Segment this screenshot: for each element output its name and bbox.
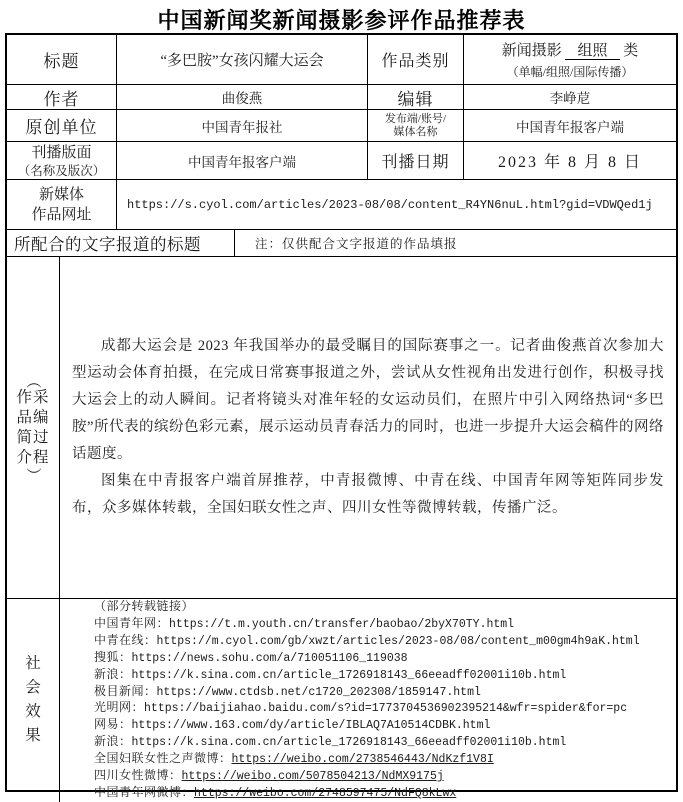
editor-value-cell xyxy=(464,85,676,109)
page-title: 中国新闻奖新闻摄影参评作品推荐表 xyxy=(157,8,526,33)
form-table xyxy=(5,33,678,800)
date-label: 刊播日期 xyxy=(381,154,450,171)
list-item xyxy=(94,599,676,616)
row-original-unit xyxy=(7,110,676,142)
unit-value-cell xyxy=(117,110,368,141)
intro-label-pair: 作采 xyxy=(16,388,50,406)
list-item xyxy=(94,734,676,751)
effect-label-char: 果 xyxy=(25,727,41,745)
effect-label-char: 会 xyxy=(25,679,41,697)
page-value-cell xyxy=(117,142,368,179)
author-value-cell xyxy=(117,85,368,109)
platform-label-line1: 发布端/账号/ xyxy=(384,112,447,125)
repost-link[interactable]: https://www.ctdsb.net/c1720_202308/1859147.html xyxy=(156,685,481,699)
category-label-cell xyxy=(368,35,464,84)
page-label-line1: 刊播版面 xyxy=(31,145,92,161)
date-value-cell xyxy=(464,142,676,179)
category-value-cell xyxy=(464,35,676,84)
repost-link[interactable]: https://t.m.youth.cn/transfer/baobao/2byX70TY.html xyxy=(169,617,515,631)
category-label: 作品类别 xyxy=(381,53,450,70)
category-options: （单幅/组照/国际传播） xyxy=(506,65,634,79)
repost-site-name: 光明网： xyxy=(94,700,145,715)
intro-vertical-label xyxy=(16,374,49,482)
repost-link[interactable]: https://baijiahao.baidu.com/s?id=1773704536902395214&wfr=spider&for=pc xyxy=(144,702,628,716)
unit-label: 原创单位 xyxy=(25,118,98,137)
publication-date: 2023 年 8 月 8 日 xyxy=(497,154,642,171)
category-selected: 组照 xyxy=(565,43,619,60)
row-text-report-title xyxy=(7,230,676,257)
title-label: 标题 xyxy=(43,52,80,71)
title-label-cell xyxy=(7,35,117,84)
repost-link[interactable]: https://www.163.com/dy/article/IBLAQ7A10514CDBK.html xyxy=(131,719,491,733)
title-value-cell xyxy=(117,35,368,84)
platform-label-line2: 媒体名称 xyxy=(393,125,438,138)
intro-text-cell xyxy=(60,257,676,598)
effect-vertical-label xyxy=(25,652,41,748)
category-suffix: 类 xyxy=(623,43,639,59)
report-title-label-cell xyxy=(7,230,235,256)
repost-site-name: 四川女性微博： xyxy=(94,768,182,783)
effect-label-cell xyxy=(7,599,60,802)
row-publication xyxy=(7,142,676,180)
platform-label-cell xyxy=(368,110,464,141)
list-item xyxy=(94,785,676,802)
report-title-label: 所配合的文字报道的标题 xyxy=(14,235,201,254)
report-title-note: 注：仅供配合文字报道的作品填报 xyxy=(255,237,458,251)
repost-link-list xyxy=(60,599,676,802)
list-item xyxy=(94,768,676,785)
effect-links-cell xyxy=(60,599,676,802)
url-value-cell xyxy=(117,180,676,229)
unit-label-cell xyxy=(7,110,117,141)
effect-label-char: 社 xyxy=(25,655,41,673)
list-item xyxy=(94,700,676,717)
repost-list-heading: （部分转载链接） xyxy=(94,599,195,613)
intro-paragraph-1: 成都大运会是 2023 年我国举办的最受瞩目的国际赛事之一。记者曲俊燕首次参加大型运动会体育拍摄，在完成日常赛事报道之外，尝试从女性视角出发进行创作，积极寻找大运会上的动人瞬间。记者将镜头对准年轻的女运动员们，在照片中引入网络热词“多巴胺”所代表的缤纷色彩元素，展示运动员青春活力的同时，也进一步提升大运会稿件的网络话题度。 xyxy=(72,338,664,462)
paren-open: （ xyxy=(24,372,41,389)
date-label-cell xyxy=(368,142,464,179)
intro-label-pair: 介程 xyxy=(16,448,50,466)
list-item xyxy=(94,667,676,684)
editor-label-cell xyxy=(368,85,464,109)
intro-label-cell xyxy=(7,257,60,598)
category-line xyxy=(502,39,639,60)
unit-name: 中国青年报社 xyxy=(201,119,283,135)
repost-site-name: 网易： xyxy=(94,717,132,732)
platform-name: 中国青年报客户端 xyxy=(516,119,624,135)
work-title: “多巴胺”女孩闪耀大运会 xyxy=(160,53,324,69)
intro-label-pair: 简过 xyxy=(16,428,50,446)
report-title-note-cell xyxy=(235,230,676,256)
row-title xyxy=(7,35,676,85)
url-label-line2: 作品网址 xyxy=(31,206,92,223)
url-label-line1: 新媒体 xyxy=(38,186,84,203)
paren-close: ） xyxy=(24,466,41,483)
author-name: 曲俊燕 xyxy=(221,91,263,106)
list-item xyxy=(94,633,676,650)
author-label-cell xyxy=(7,85,117,109)
repost-link[interactable]: https://weibo.com/2738546443/NdKzf1V8I xyxy=(231,753,494,767)
repost-link[interactable]: https://weibo.com/2748597475/NdFQ8kLwx xyxy=(194,786,457,800)
repost-link[interactable]: https://news.sohu.com/a/710051106_119038 xyxy=(131,651,408,665)
category-prefix: 新闻摄影 xyxy=(501,43,562,59)
repost-site-name: 中国青年网： xyxy=(94,615,170,630)
intro-paragraph-2: 图集在中青报客户端首屏推荐，中青报微博、中青在线、中国青年网等矩阵同步发布，众多媒体转载，全国妇联女性之声、四川女性等微博转载，传播广泛。 xyxy=(72,473,664,516)
publication-page: 中国青年报客户端 xyxy=(188,154,296,170)
repost-link[interactable]: https://m.cyol.com/gb/xwzt/articles/2023-08/08/content_m00gm4h9aK.html xyxy=(156,634,640,648)
list-item xyxy=(94,751,676,768)
editor-label: 编辑 xyxy=(397,89,434,109)
editor-name: 李峥苨 xyxy=(549,91,591,106)
row-social-effect xyxy=(7,599,676,802)
repost-site-name: 搜狐： xyxy=(94,649,132,664)
repost-site-name: 中国青年网微博： xyxy=(94,784,195,799)
repost-link[interactable]: https://k.sina.com.cn/article_1726918143_66eeadff02001i10b.html xyxy=(131,668,567,682)
work-url-link[interactable]: https://s.cyol.com/articles/2023-08/08/content_R4YN6nuL.html?gid=VDWQed1j xyxy=(127,197,653,212)
list-item xyxy=(94,684,676,701)
author-label: 作者 xyxy=(43,89,80,109)
platform-label xyxy=(385,113,446,139)
repost-site-name: 新浪： xyxy=(94,666,132,681)
repost-site-name: 全国妇联女性之声微博： xyxy=(94,751,232,766)
repost-site-name: 中青在线： xyxy=(94,632,157,647)
page-label-cell xyxy=(7,142,117,179)
url-label-cell xyxy=(7,180,117,229)
list-item xyxy=(94,650,676,667)
row-author xyxy=(7,85,676,110)
list-item xyxy=(94,616,676,633)
list-item xyxy=(94,717,676,734)
effect-label-char: 效 xyxy=(25,703,41,721)
repost-site-name: 新浪： xyxy=(94,734,132,749)
repost-link[interactable]: https://weibo.com/5078504213/NdMX9175j xyxy=(181,770,444,784)
row-url xyxy=(7,180,676,230)
intro-label-pair: 品编 xyxy=(16,408,50,426)
repost-site-name: 极目新闻： xyxy=(94,683,157,698)
page-label-line2: （名称及版次） xyxy=(17,164,106,178)
repost-link[interactable]: https://k.sina.com.cn/article_1726918143_66eeadff02001i10b.html xyxy=(131,736,567,750)
platform-value-cell xyxy=(464,110,676,141)
row-intro xyxy=(7,257,676,599)
